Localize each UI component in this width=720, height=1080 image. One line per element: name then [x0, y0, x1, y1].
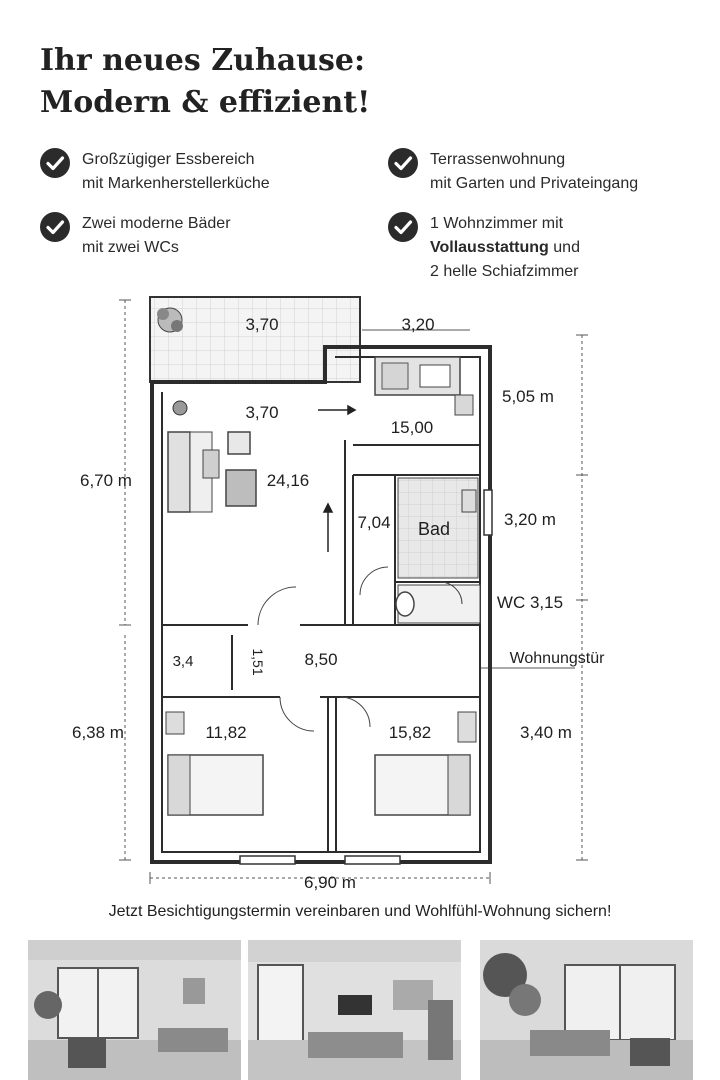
- left-dimension-top-label: 6,70 m: [80, 471, 132, 490]
- feature-bold: Vollausstattung: [430, 239, 549, 256]
- terrace-width-label: 3,70: [245, 315, 279, 334]
- terrace: [150, 297, 360, 382]
- entrance-label: Wohnungstür: [509, 650, 605, 667]
- bottom-dimension-label: 6,90 m: [304, 873, 356, 892]
- right-dimension-bath-label: 3,20 m: [504, 510, 556, 529]
- feature-line: Terrassenwohnung: [430, 151, 566, 168]
- feature-line-rest: und: [548, 239, 580, 256]
- wc-label: WC 3,15: [496, 593, 564, 612]
- headline-line-2: Modern & effizient!: [40, 85, 371, 120]
- bedroom1-area-label: 11,82: [205, 723, 247, 742]
- left-dimension-bottom-label: 6,38 m: [72, 723, 124, 742]
- living-area-label: 24,16: [266, 471, 310, 490]
- corridor-area-label: 8,50: [304, 650, 338, 669]
- interior-photo-3: [480, 940, 693, 1080]
- kitchen-counter: [375, 357, 473, 415]
- hall-area-label: 7,04: [357, 513, 391, 532]
- direction-arrows: [318, 406, 355, 552]
- bedroom2-area-label: 15,82: [388, 723, 432, 742]
- top-dimension-label: 3,20: [401, 315, 435, 334]
- feature-line: mit zwei WCs: [82, 239, 179, 256]
- feature-line: Zwei moderne Bäder: [82, 215, 231, 232]
- kitchen-area-label: 15,00: [390, 418, 434, 437]
- storage-area-label: 1,51: [250, 648, 266, 676]
- bathroom: [396, 478, 480, 623]
- call-to-action: Jetzt Besichtigungstermin vereinbaren und Wohlfühl-Wohnung sichern!: [108, 903, 612, 920]
- kitchen-dimension-label: 3,70: [245, 403, 279, 422]
- small-room-area-label: 3,4: [172, 653, 194, 670]
- feature-line: 2 helle Schiafzimmer: [430, 263, 579, 280]
- feature-line: Großzügiger Essbereich: [82, 151, 255, 168]
- right-dimension-top-label: 5,05 m: [502, 387, 554, 406]
- interior-photo-1: [28, 940, 241, 1080]
- interior-photo-2: [248, 940, 461, 1080]
- bath-label: Bad: [417, 519, 451, 539]
- living-furniture: [168, 401, 256, 512]
- terrace-plant-icon: [157, 308, 183, 332]
- feature-line: mit Garten und Privateingang: [430, 175, 639, 192]
- feature-line: mit Markenherstellerküche: [82, 175, 270, 192]
- feature-line: 1 Wohnzimmer mit: [430, 215, 564, 232]
- right-dimension-bottom-label: 3,40 m: [520, 723, 572, 742]
- headline-line-1: Ihr neues Zuhause:: [40, 43, 366, 78]
